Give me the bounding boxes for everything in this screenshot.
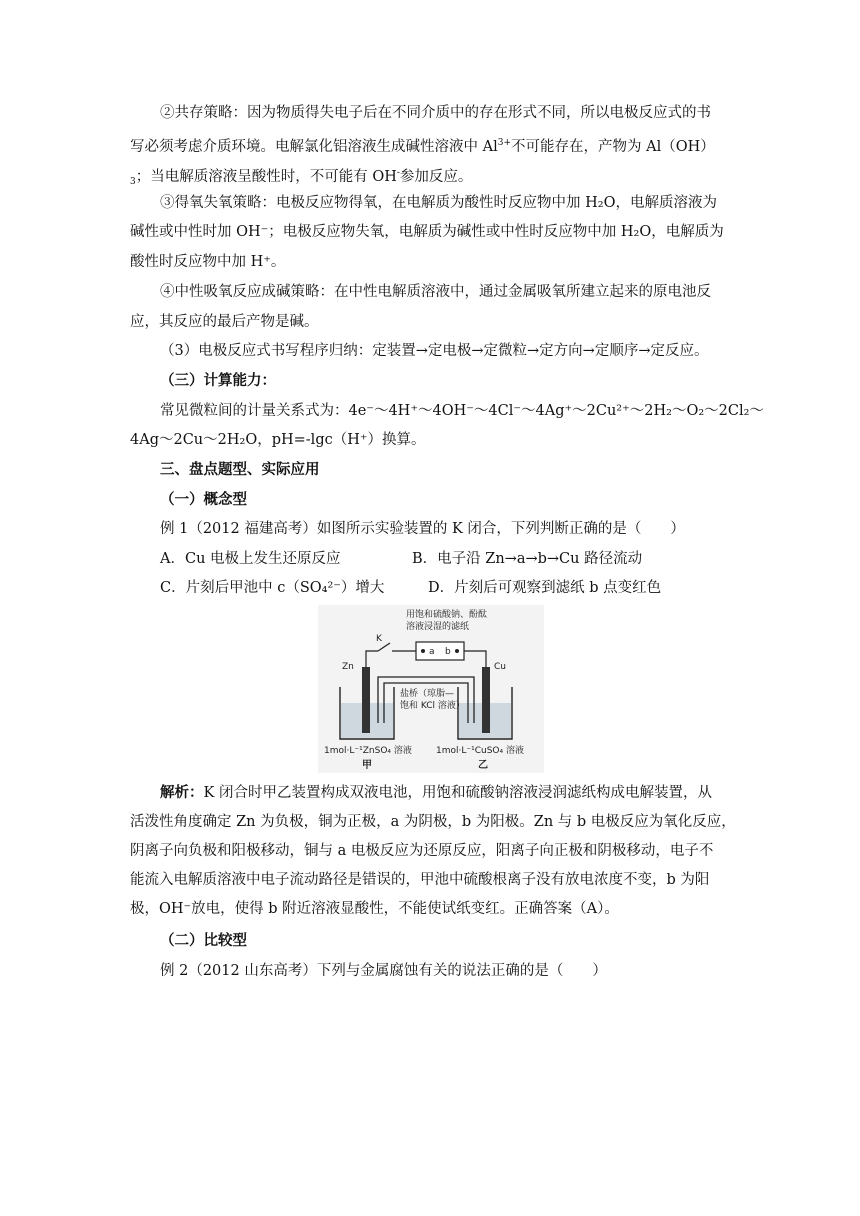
point-b	[455, 649, 459, 653]
bridge-label: 饱和 KCl 溶液）	[400, 701, 465, 711]
paragraph-line: 活泼性角度确定 Zn 为负极，铜为正极，a 为阴极，b 为阳极。Zn 与 b 电极反应为氧化反应，	[130, 814, 736, 830]
paper-label: 溶液浸湿的滤纸	[406, 622, 470, 632]
paragraph-line: ③得氧失氧策略：电极反应物得氧，在电解质为酸性时反应物中加 H₂O，电解质溶液为	[160, 195, 717, 211]
paragraph-line	[130, 133, 730, 157]
paragraph-line	[130, 163, 730, 192]
label-zn: Zn	[342, 662, 354, 672]
bridge-label: 盐桥（琼脂—	[400, 689, 455, 699]
paragraph-line: 能流入电解质溶液中电子流动路径是错误的，甲池中硫酸根离子没有放电浓度不变，b 为阳	[130, 872, 710, 888]
paragraph-line: 应，其反应的最后产物是碱。	[130, 314, 319, 330]
paragraph-line: 酸性时反应物中加 H⁺。	[130, 254, 286, 270]
cu-electrode	[482, 667, 490, 733]
option-line: A．Cu 电极上发生还原反应	[160, 551, 341, 567]
right-solution-label: 1mol·L⁻¹CuSO₄ 溶液	[436, 746, 524, 756]
section-heading: （一）概念型	[160, 491, 247, 508]
label-cu: Cu	[494, 662, 506, 672]
superscript: 3+	[497, 138, 511, 148]
paragraph-line: 极，OH⁻放电，使得 b 附近溶液显酸性，不能使试纸变红。正确答案（A）。	[130, 901, 619, 917]
paragraph-line: 阴离子向负极和阳极移动，铜与 a 电极反应为还原反应，阳离子向正极和阴极移动，电子不	[130, 843, 714, 859]
label-k: K	[376, 634, 382, 644]
paragraph-line	[160, 783, 760, 803]
option-line: B．电子沿 Zn→a→b→Cu 路径流动	[412, 551, 643, 567]
paragraph-line: ④中性吸氧反应成碱策略：在中性电解质溶液中，通过金属吸氧所建立起来的原电池反	[160, 284, 711, 300]
paragraph-line: ②共存策略：因为物质得失电子后在不同介质中的存在形式不同，所以电极反应式的书	[160, 105, 711, 121]
zn-electrode	[362, 667, 370, 733]
text-run: 不可能存在，产物为 Al（OH）	[511, 139, 715, 155]
point-a	[421, 649, 425, 653]
superscript: -	[396, 168, 400, 178]
section-heading: 三、盘点题型、实际应用	[160, 461, 320, 478]
paragraph-line: 常见微粒间的计量关系式为：4e⁻～4H⁺～4OH⁻～4Cl⁻～4Ag⁺～2Cu²⁺～2H₂～O₂～2Cl₂～	[160, 403, 764, 419]
subscript: 3	[130, 177, 136, 187]
section-heading: （二）比较型	[160, 932, 247, 949]
question-stem: 例 2（2012 山东高考）下列与金属腐蚀有关的说法正确的是（ ）	[160, 963, 607, 979]
paper-label: 用饱和硫酸钠、酚酞	[406, 610, 488, 620]
label-a: a	[429, 647, 435, 657]
text-run: 写必须考虑介质环境。电解氯化铝溶液生成碱性溶液中 Al	[130, 139, 498, 155]
option-line: C．片刻后甲池中 c（SO₄²⁻）增大	[160, 580, 385, 596]
paragraph-line: 碱性或中性时加 OH⁻；电极反应物失氧，电解质为碱性或中性时反应物中加 H₂O，电解质为	[130, 224, 724, 240]
paragraph-line: （3）电极反应式书写程序归纳：定装置→定电极→定微粒→定方向→定顺序→定反应。	[160, 343, 709, 359]
analysis-label: 解析：	[160, 784, 204, 801]
text-run: K 闭合时甲乙装置构成双液电池，用饱和硫酸钠溶液浸润滤纸构成电解装置，从	[203, 785, 712, 801]
text-run: ；当电解质溶液呈酸性时，不可能有 OH	[135, 169, 397, 185]
paragraph-line: 4Ag～2Cu～2H₂O，pH=-lgc（H⁺）换算。	[130, 432, 426, 448]
label-yi: 乙	[478, 760, 488, 771]
section-heading: （三）计算能力：	[160, 372, 276, 389]
question-stem: 例 1（2012 福建高考）如图所示实验装置的 K 闭合，下列判断正确的是（ ）	[160, 521, 685, 537]
label-b: b	[445, 647, 451, 657]
option-line: D．片刻后可观察到滤纸 b 点变红色	[428, 580, 662, 596]
electrochemistry-apparatus-figure	[318, 605, 544, 773]
left-solution-label: 1mol·L⁻¹ZnSO₄ 溶液	[324, 746, 412, 756]
label-jia: 甲	[362, 760, 372, 771]
text-run: 参加反应。	[399, 169, 473, 185]
